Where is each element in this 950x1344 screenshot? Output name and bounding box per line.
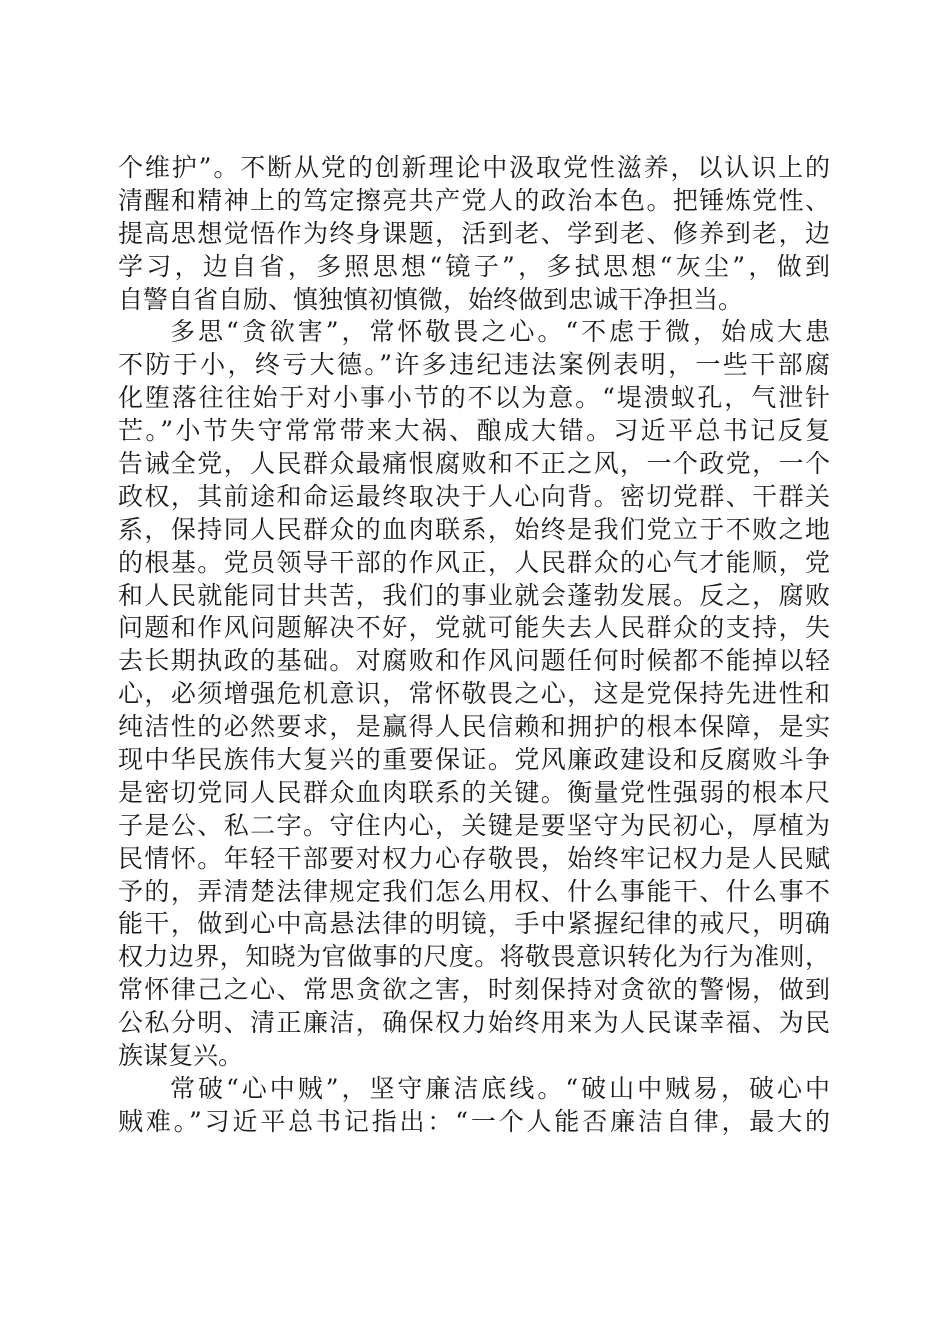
text-line: 系，保持同人民群众的血肉联系，始终是我们党立于不败之地 bbox=[118, 514, 830, 544]
text-line: 常怀律己之心、常思贪欲之害，时刻保持对贪欲的警惕，做到 bbox=[118, 975, 830, 1005]
text-line: 学习，边自省，多照思想“镜子”，多拭思想“灰尘”，做到 bbox=[118, 251, 830, 281]
text-line: 个维护”。不断从党的创新理论中汲取党性滋养，以认识上的 bbox=[118, 153, 830, 182]
text-line: 权力边界，知晓为官做事的尺度。将敬畏意识转化为行为准则， bbox=[118, 942, 830, 972]
paragraph-first-line: 常破“心中贼”，坚守廉洁底线。“破山中贼易，破心中 bbox=[170, 1073, 830, 1103]
text-line: 的根基。党员领导干部的作风正，人民群众的心气才能顺，党 bbox=[118, 547, 830, 577]
text-line: 子是公、私二字。守住内心，关键是要坚守为民初心，厚植为 bbox=[118, 810, 830, 840]
text-line: 民情怀。年轻干部要对权力心存敬畏，始终牢记权力是人民赋 bbox=[118, 843, 830, 873]
text-line: 告诫全党，人民群众最痛恨腐败和不正之风，一个政党，一个 bbox=[118, 449, 830, 479]
text-line: 去长期执政的基础。对腐败和作风问题任何时候都不能掉以轻 bbox=[118, 646, 830, 676]
text-line: 化堕落往往始于对小事小节的不以为意。“堤溃蚁孔，气泄针 bbox=[118, 383, 830, 413]
text-line: 问题和作风问题解决不好，党就可能失去人民群众的支持，失 bbox=[118, 613, 830, 643]
text-line: 现中华民族伟大复兴的重要保证。党风廉政建设和反腐败斗争 bbox=[118, 745, 830, 775]
text-line: 能干，做到心中高悬法律的明镜，手中紧握纪律的戒尺，明确 bbox=[118, 909, 830, 939]
body-text bbox=[118, 152, 830, 1139]
text-line: 清醒和精神上的笃定擦亮共产党人的政治本色。把锤炼党性、 bbox=[118, 185, 830, 215]
text-line: 纯洁性的必然要求，是赢得人民信赖和拥护的根本保障，是实 bbox=[118, 712, 830, 742]
text-line: 提高思想觉悟作为终身课题，活到老、学到老、修养到老，边 bbox=[118, 218, 830, 248]
text-line: 政权，其前途和命运最终取决于人心向背。密切党群、干群关 bbox=[118, 481, 830, 511]
text-line: 心，必须增强危机意识，常怀敬畏之心，这是党保持先进性和 bbox=[118, 679, 830, 709]
text-line: 不防于小，终亏大德。”许多违纪违法案例表明，一些干部腐 bbox=[118, 350, 830, 380]
text-line: 芒。”小节失守常常带来大祸、酿成大错。习近平总书记反复 bbox=[118, 416, 830, 446]
text-line: 公私分明、清正廉洁，确保权力始终用来为人民谋幸福、为民 bbox=[118, 1008, 830, 1038]
text-line: 贼难。”习近平总书记指出：“一个人能否廉洁自律，最大的 bbox=[118, 1106, 830, 1136]
paragraph-first-line: 多思“贪欲害”，常怀敬畏之心。“不虑于微，始成大患 bbox=[170, 317, 830, 347]
text-line: 予的，弄清楚法律规定我们怎么用权、什么事能干、什么事不 bbox=[118, 876, 830, 906]
text-line: 自警自省自励、慎独慎初慎微，始终做到忠诚干净担当。 bbox=[118, 284, 744, 314]
text-line: 和人民就能同甘共苦，我们的事业就会蓬勃发展。反之，腐败 bbox=[118, 580, 830, 610]
text-line: 是密切党同人民群众血肉联系的关键。衡量党性强弱的根本尺 bbox=[118, 777, 830, 807]
text-line: 族谋复兴。 bbox=[118, 1041, 244, 1071]
